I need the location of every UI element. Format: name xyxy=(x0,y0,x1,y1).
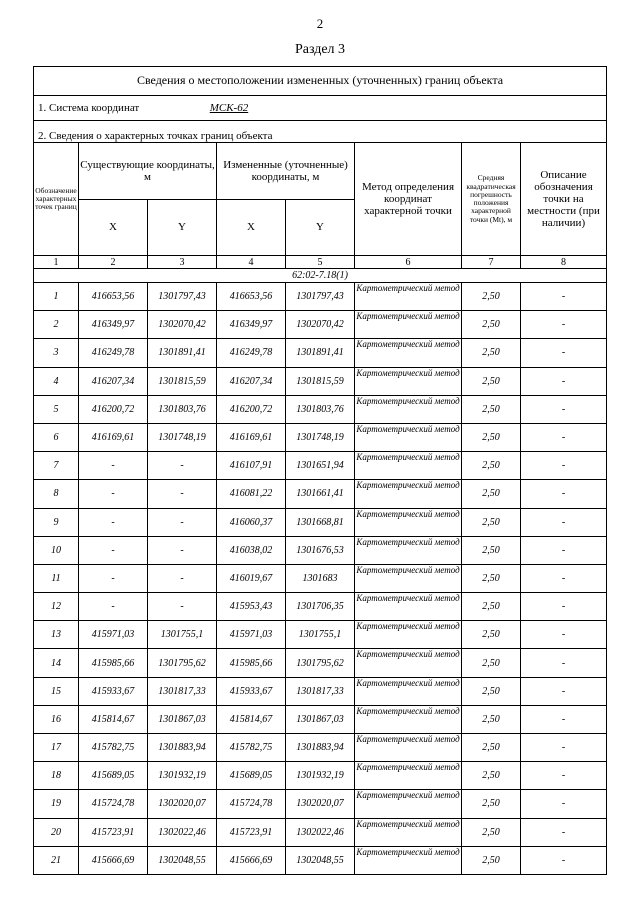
description: - xyxy=(521,564,607,592)
changed-y: 1302070,42 xyxy=(286,311,355,339)
existing-x: 416249,78 xyxy=(79,339,148,367)
existing-y: - xyxy=(148,593,217,621)
header-changed: Измененные (уточненные) координаты, м xyxy=(217,143,355,200)
changed-y: 1302048,55 xyxy=(286,846,355,874)
error: 2,50 xyxy=(462,649,521,677)
method: Картометрический метод xyxy=(355,508,462,536)
existing-y: 1301797,43 xyxy=(148,283,217,311)
description: - xyxy=(521,818,607,846)
table-row xyxy=(34,339,607,367)
error: 2,50 xyxy=(462,283,521,311)
existing-x: 415724,78 xyxy=(79,790,148,818)
table-row xyxy=(34,593,607,621)
existing-y: 1301748,19 xyxy=(148,423,217,451)
existing-x: 415689,05 xyxy=(79,762,148,790)
method: Картометрический метод xyxy=(355,593,462,621)
error: 2,50 xyxy=(462,621,521,649)
section-title: Раздел 3 xyxy=(294,42,346,57)
table-row xyxy=(34,649,607,677)
method: Картометрический метод xyxy=(355,480,462,508)
point-number: 7 xyxy=(34,452,79,480)
table-row xyxy=(34,480,607,508)
changed-x: 416019,67 xyxy=(217,564,286,592)
method: Картометрический метод xyxy=(355,452,462,480)
method: Картометрический метод xyxy=(355,423,462,451)
header-error: Средняя квадратическая погрешность положения характерной точки (Mt), м xyxy=(462,143,521,256)
description: - xyxy=(521,480,607,508)
changed-y: 1301815,59 xyxy=(286,367,355,395)
description: - xyxy=(521,621,607,649)
point-number: 17 xyxy=(34,734,79,762)
existing-y: - xyxy=(148,508,217,536)
error: 2,50 xyxy=(462,536,521,564)
method: Картометрический метод xyxy=(355,395,462,423)
existing-y: 1301883,94 xyxy=(148,734,217,762)
point-number: 15 xyxy=(34,677,79,705)
column-number: 8 xyxy=(521,256,607,269)
table-row xyxy=(34,283,607,311)
description: - xyxy=(521,423,607,451)
point-number: 2 xyxy=(34,311,79,339)
existing-x: 415782,75 xyxy=(79,734,148,762)
changed-y: 1301795,62 xyxy=(286,649,355,677)
method: Картометрический метод xyxy=(355,818,462,846)
point-number: 10 xyxy=(34,536,79,564)
point-number: 16 xyxy=(34,705,79,733)
method: Картометрический метод xyxy=(355,734,462,762)
changed-x: 416207,34 xyxy=(217,367,286,395)
column-number: 6 xyxy=(355,256,462,269)
changed-y: 1301803,76 xyxy=(286,395,355,423)
error: 2,50 xyxy=(462,423,521,451)
changed-x: 415985,66 xyxy=(217,649,286,677)
error: 2,50 xyxy=(462,593,521,621)
existing-x: 416200,72 xyxy=(79,395,148,423)
changed-x: 416081,22 xyxy=(217,480,286,508)
error: 2,50 xyxy=(462,705,521,733)
changed-x: 416060,37 xyxy=(217,508,286,536)
description: - xyxy=(521,536,607,564)
existing-y: - xyxy=(148,536,217,564)
header-method: Метод определения координат характерной точки xyxy=(355,143,462,256)
existing-y: 1302022,46 xyxy=(148,818,217,846)
table-row xyxy=(34,564,607,592)
description: - xyxy=(521,593,607,621)
error: 2,50 xyxy=(462,790,521,818)
changed-x: 415953,43 xyxy=(217,593,286,621)
error: 2,50 xyxy=(462,818,521,846)
changed-x: 415723,91 xyxy=(217,818,286,846)
changed-y: 1301676,53 xyxy=(286,536,355,564)
column-number: 3 xyxy=(148,256,217,269)
error: 2,50 xyxy=(462,339,521,367)
existing-x: - xyxy=(79,480,148,508)
existing-y: 1301891,41 xyxy=(148,339,217,367)
existing-y: - xyxy=(148,480,217,508)
table-row xyxy=(34,734,607,762)
table-row xyxy=(34,677,607,705)
method: Картометрический метод xyxy=(355,367,462,395)
description: - xyxy=(521,283,607,311)
error: 2,50 xyxy=(462,367,521,395)
description: - xyxy=(521,677,607,705)
existing-x: - xyxy=(79,593,148,621)
existing-x: - xyxy=(79,536,148,564)
existing-x: 416207,34 xyxy=(79,367,148,395)
changed-y: 1301891,41 xyxy=(286,339,355,367)
point-number: 21 xyxy=(34,846,79,874)
method: Картометрический метод xyxy=(355,790,462,818)
table-row xyxy=(34,621,607,649)
existing-y: 1302048,55 xyxy=(148,846,217,874)
point-number: 9 xyxy=(34,508,79,536)
description: - xyxy=(521,846,607,874)
error: 2,50 xyxy=(462,846,521,874)
description: - xyxy=(521,367,607,395)
point-number: 14 xyxy=(34,649,79,677)
changed-y: 1301755,1 xyxy=(286,621,355,649)
changed-x: 416169,61 xyxy=(217,423,286,451)
changed-y: 1301668,81 xyxy=(286,508,355,536)
header-changed-x: X xyxy=(217,200,286,256)
method: Картометрический метод xyxy=(355,536,462,564)
point-number: 12 xyxy=(34,593,79,621)
coord-system-label: 1. Система координат xyxy=(38,101,140,114)
changed-x: 415971,03 xyxy=(217,621,286,649)
error: 2,50 xyxy=(462,734,521,762)
table-row xyxy=(34,311,607,339)
changed-x: 415933,67 xyxy=(217,677,286,705)
column-number: 5 xyxy=(286,256,355,269)
existing-x: 416169,61 xyxy=(79,423,148,451)
method: Картометрический метод xyxy=(355,705,462,733)
changed-y: 1301817,33 xyxy=(286,677,355,705)
table-row xyxy=(34,395,607,423)
changed-x: 416200,72 xyxy=(217,395,286,423)
point-number: 4 xyxy=(34,367,79,395)
existing-x: - xyxy=(79,452,148,480)
changed-x: 416249,78 xyxy=(217,339,286,367)
error: 2,50 xyxy=(462,311,521,339)
header-existing-x: X xyxy=(79,200,148,256)
description: - xyxy=(521,311,607,339)
changed-y: 1301867,03 xyxy=(286,705,355,733)
method: Картометрический метод xyxy=(355,339,462,367)
description: - xyxy=(521,790,607,818)
changed-y: 1301797,43 xyxy=(286,283,355,311)
point-number: 3 xyxy=(34,339,79,367)
description: - xyxy=(521,762,607,790)
column-numbers-row xyxy=(34,256,607,269)
existing-y: 1302070,42 xyxy=(148,311,217,339)
error: 2,50 xyxy=(462,452,521,480)
existing-x: 415814,67 xyxy=(79,705,148,733)
existing-y: 1301932,19 xyxy=(148,762,217,790)
existing-y: 1301867,03 xyxy=(148,705,217,733)
existing-y: - xyxy=(148,452,217,480)
error: 2,50 xyxy=(462,564,521,592)
changed-x: 415814,67 xyxy=(217,705,286,733)
table-title: Сведения о местоположении измененных (уточненных) границ объекта xyxy=(34,67,607,96)
error: 2,50 xyxy=(462,480,521,508)
header-existing-y: Y xyxy=(148,200,217,256)
point-number: 5 xyxy=(34,395,79,423)
coord-system-row xyxy=(34,96,607,121)
error: 2,50 xyxy=(462,508,521,536)
changed-y: 1301661,41 xyxy=(286,480,355,508)
changed-y: 1301883,94 xyxy=(286,734,355,762)
changed-x: 415724,78 xyxy=(217,790,286,818)
existing-y: 1301815,59 xyxy=(148,367,217,395)
point-number: 6 xyxy=(34,423,79,451)
method: Картометрический метод xyxy=(355,283,462,311)
table-row xyxy=(34,423,607,451)
table-row xyxy=(34,508,607,536)
existing-y: - xyxy=(148,564,217,592)
table-row xyxy=(34,452,607,480)
method: Картометрический метод xyxy=(355,677,462,705)
existing-x: 415985,66 xyxy=(79,649,148,677)
changed-y: 1302020,07 xyxy=(286,790,355,818)
point-number: 20 xyxy=(34,818,79,846)
changed-y: 1301748,19 xyxy=(286,423,355,451)
existing-x: 415666,69 xyxy=(79,846,148,874)
points-label: 2. Сведения о характерных точках границ объекта xyxy=(34,121,607,143)
existing-x: 416653,56 xyxy=(79,283,148,311)
header-existing: Существующие координаты, м xyxy=(79,143,217,200)
point-number: 8 xyxy=(34,480,79,508)
point-number: 19 xyxy=(34,790,79,818)
description: - xyxy=(521,705,607,733)
changed-x: 415666,69 xyxy=(217,846,286,874)
table-row xyxy=(34,367,607,395)
point-number: 1 xyxy=(34,283,79,311)
changed-x: 416653,56 xyxy=(217,283,286,311)
header-designation: Обозначение характерных точек границ xyxy=(34,143,79,256)
method: Картометрический метод xyxy=(355,649,462,677)
changed-x: 415689,05 xyxy=(217,762,286,790)
column-number: 7 xyxy=(462,256,521,269)
changed-y: 1301683 xyxy=(286,564,355,592)
changed-x: 415782,75 xyxy=(217,734,286,762)
method: Картометрический метод xyxy=(355,621,462,649)
changed-y: 1301651,94 xyxy=(286,452,355,480)
existing-y: 1302020,07 xyxy=(148,790,217,818)
point-number: 18 xyxy=(34,762,79,790)
existing-x: 415723,91 xyxy=(79,818,148,846)
changed-y: 1301932,19 xyxy=(286,762,355,790)
existing-y: 1301755,1 xyxy=(148,621,217,649)
method: Картометрический метод xyxy=(355,762,462,790)
table-row xyxy=(34,818,607,846)
point-number: 13 xyxy=(34,621,79,649)
error: 2,50 xyxy=(462,677,521,705)
table-row xyxy=(34,790,607,818)
existing-y: 1301795,62 xyxy=(148,649,217,677)
existing-x: 416349,97 xyxy=(79,311,148,339)
method: Картометрический метод xyxy=(355,846,462,874)
boundary-points-table xyxy=(33,66,607,875)
table-row xyxy=(34,536,607,564)
description: - xyxy=(521,508,607,536)
existing-x: 415971,03 xyxy=(79,621,148,649)
changed-y: 1302022,46 xyxy=(286,818,355,846)
description: - xyxy=(521,734,607,762)
point-number: 11 xyxy=(34,564,79,592)
description: - xyxy=(521,339,607,367)
group-label: 62:02-7.18(1) xyxy=(34,269,607,283)
description: - xyxy=(521,452,607,480)
changed-x: 416038,02 xyxy=(217,536,286,564)
changed-y: 1301706,35 xyxy=(286,593,355,621)
column-number: 1 xyxy=(34,256,79,269)
page-number: 2 xyxy=(316,16,324,31)
header-description: Описание обозначения точки на местности (при наличии) xyxy=(521,143,607,256)
method: Картометрический метод xyxy=(355,564,462,592)
header-changed-y: Y xyxy=(286,200,355,256)
existing-x: 415933,67 xyxy=(79,677,148,705)
table-row xyxy=(34,705,607,733)
description: - xyxy=(521,649,607,677)
description: - xyxy=(521,395,607,423)
changed-x: 416349,97 xyxy=(217,311,286,339)
existing-x: - xyxy=(79,508,148,536)
coord-system-value: МСК-62 xyxy=(209,101,249,114)
method: Картометрический метод xyxy=(355,311,462,339)
table-row xyxy=(34,762,607,790)
table-row xyxy=(34,846,607,874)
existing-x: - xyxy=(79,564,148,592)
column-number: 2 xyxy=(79,256,148,269)
existing-y: 1301803,76 xyxy=(148,395,217,423)
changed-x: 416107,91 xyxy=(217,452,286,480)
error: 2,50 xyxy=(462,395,521,423)
column-number: 4 xyxy=(217,256,286,269)
error: 2,50 xyxy=(462,762,521,790)
existing-y: 1301817,33 xyxy=(148,677,217,705)
